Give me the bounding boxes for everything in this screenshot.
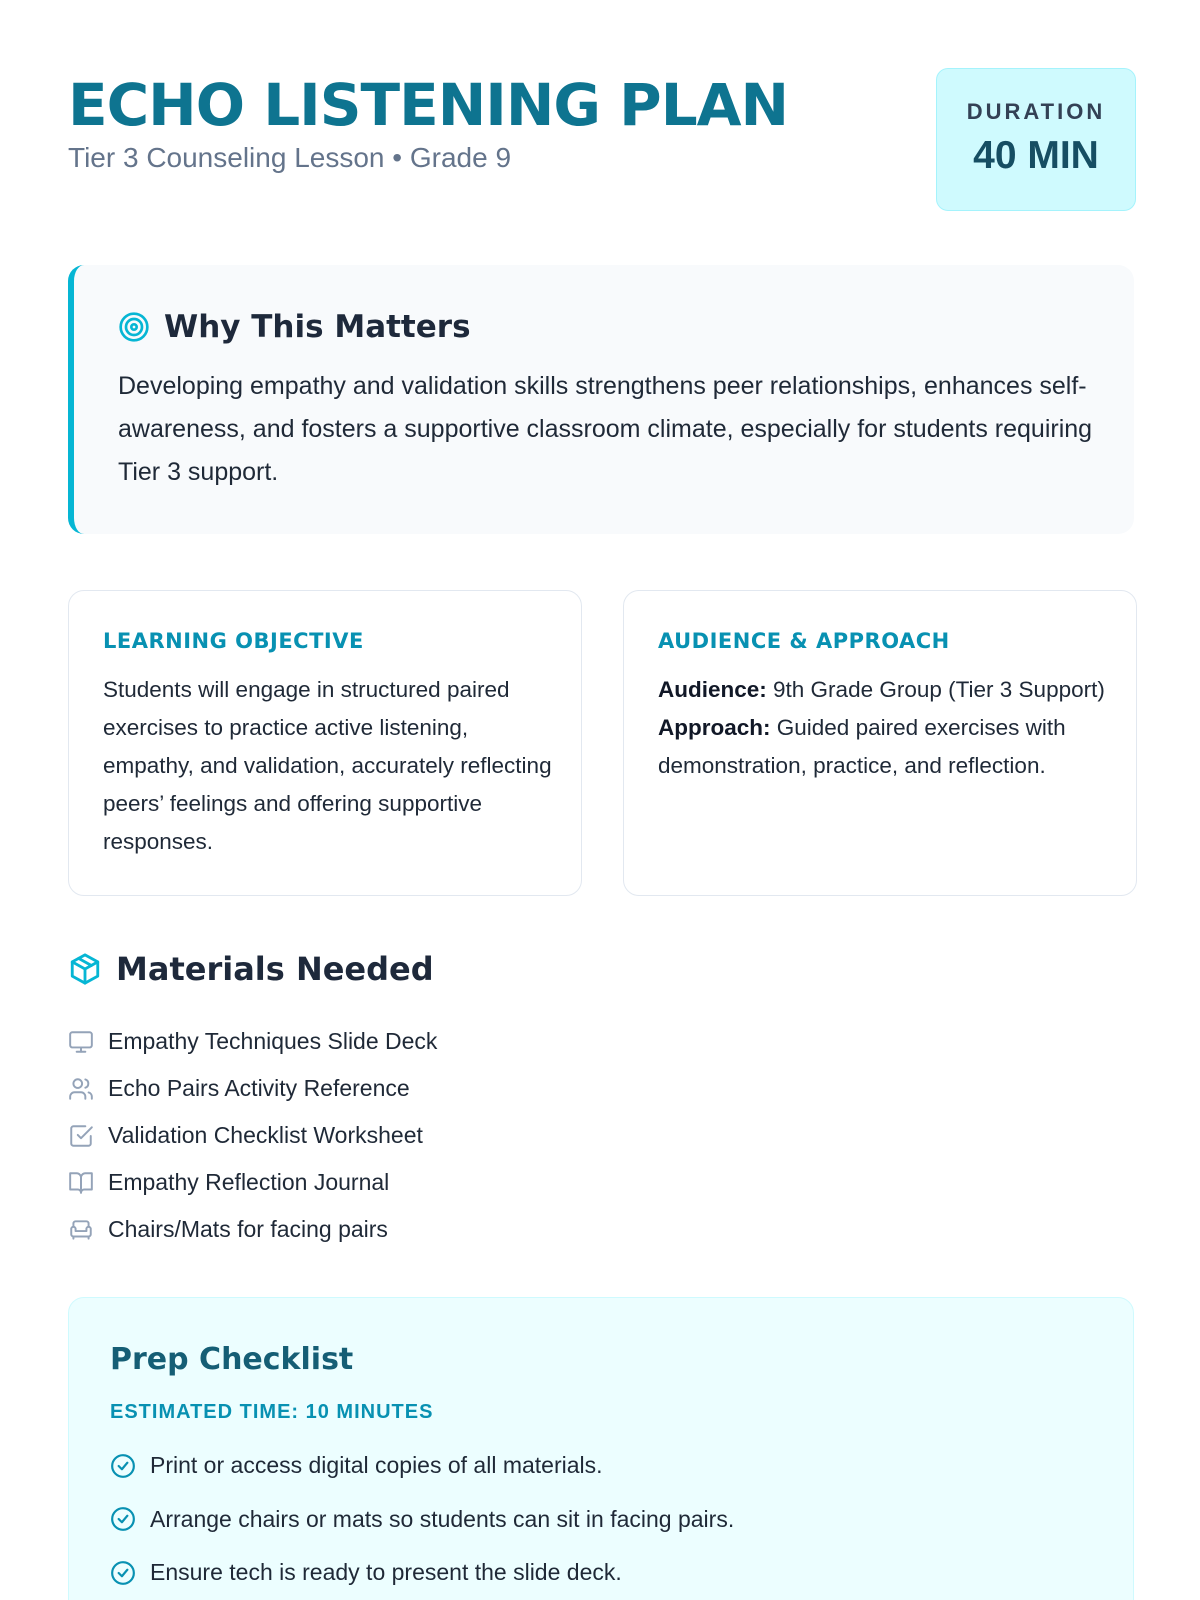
material-label: Echo Pairs Activity Reference — [108, 1075, 410, 1101]
list-item — [68, 1206, 437, 1253]
duration-label: DURATION — [966, 99, 1106, 124]
learning-objective-title: LEARNING OBJECTIVE — [103, 629, 364, 653]
prep-item-label: Print or access digital copies of all materials. — [150, 1452, 603, 1479]
page-title: ECHO LISTENING PLAN — [68, 71, 789, 139]
material-label: Chairs/Mats for facing pairs — [108, 1216, 388, 1242]
prep-item-label: Ensure tech is ready to present the slide deck. — [150, 1559, 622, 1586]
list-item — [68, 1112, 437, 1159]
why-body: Developing empathy and validation skills strengthens peer relationships, enhances self-awareness, and fosters a supportive classroom climate, especially for students requiring Tier 3 support. — [118, 372, 1093, 486]
why-this-matters-panel — [68, 265, 1134, 534]
audience-approach-title: AUDIENCE & APPROACH — [658, 629, 950, 653]
list-item — [110, 1439, 734, 1493]
why-heading — [118, 309, 471, 345]
lesson-header — [68, 68, 1132, 213]
list-item — [68, 1159, 437, 1206]
learning-objective-card — [68, 590, 582, 896]
list-item — [110, 1546, 734, 1600]
check-circle-icon — [110, 1506, 136, 1532]
audience-label: Audience: — [658, 677, 767, 702]
prep-item-label: Arrange chairs or mats so students can sit in facing pairs. — [150, 1505, 735, 1532]
audience-approach-body — [658, 671, 1108, 785]
check-circle-icon — [110, 1560, 136, 1586]
why-title: Why This Matters — [164, 309, 471, 345]
materials-title: Materials Needed — [116, 950, 434, 988]
prep-title: Prep Checklist — [110, 1342, 354, 1377]
approach-value: Guided paired exercises with demonstration, practice, and reflection. — [658, 715, 1066, 778]
package-icon — [68, 952, 102, 986]
list-item — [110, 1493, 734, 1547]
material-label: Empathy Techniques Slide Deck — [108, 1028, 438, 1054]
prep-list — [110, 1439, 734, 1600]
target-icon — [118, 311, 150, 343]
checkbox-icon — [68, 1123, 94, 1149]
audience-line — [658, 671, 1108, 709]
armchair-icon — [68, 1217, 94, 1243]
learning-objective-body: Students will engage in structured paired exercises to practice active listening, empathy, and validation, accurately reflecting peers’ feelings and offering supportive responses. — [103, 677, 552, 854]
materials-heading — [68, 950, 434, 988]
check-circle-icon — [110, 1453, 136, 1479]
material-label: Validation Checklist Worksheet — [108, 1122, 423, 1148]
audience-value: 9th Grade Group (Tier 3 Support) — [773, 677, 1105, 702]
list-item — [68, 1065, 437, 1112]
monitor-icon — [68, 1029, 94, 1055]
approach-label: Approach: — [658, 715, 771, 740]
material-label: Empathy Reflection Journal — [108, 1169, 390, 1195]
prep-checklist-panel — [68, 1297, 1134, 1600]
prep-estimated-time: ESTIMATED TIME: 10 MINUTES — [110, 1401, 434, 1423]
list-item — [68, 1018, 437, 1065]
materials-list — [68, 1018, 437, 1253]
duration-badge — [936, 68, 1136, 211]
page-subtitle: Tier 3 Counseling Lesson • Grade 9 — [68, 142, 512, 173]
approach-line — [658, 709, 1108, 785]
audience-approach-card — [623, 590, 1137, 896]
duration-value: 40 MIN — [973, 134, 1099, 177]
users-icon — [68, 1076, 94, 1102]
book-open-icon — [68, 1170, 94, 1196]
